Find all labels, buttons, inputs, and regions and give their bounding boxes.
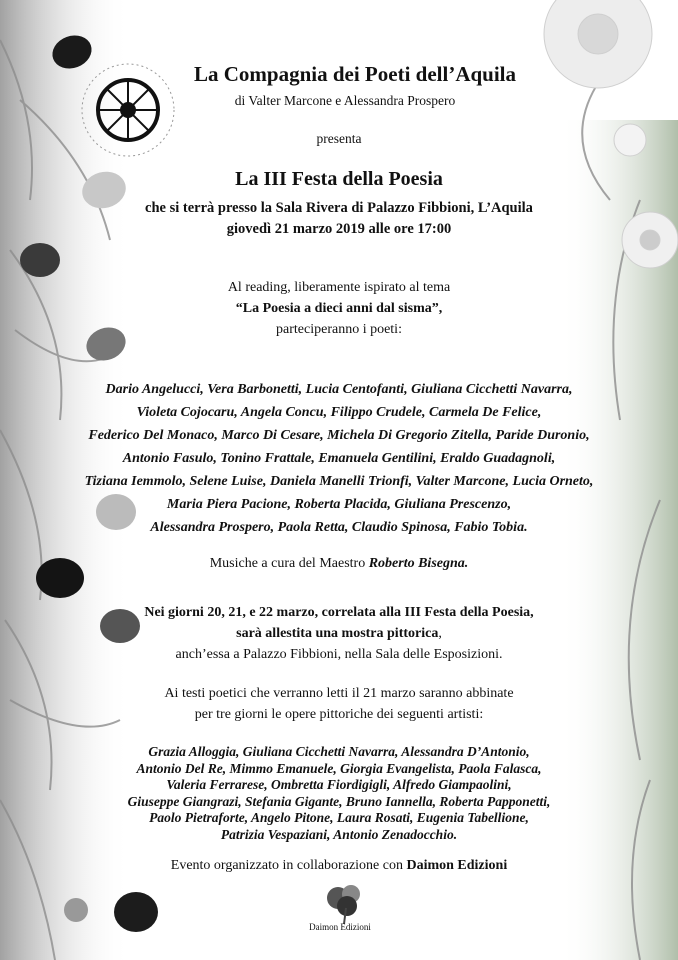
compagnia-poeti-logo <box>66 48 190 172</box>
presenta-text: presenta <box>316 131 362 146</box>
poets-list <box>0 378 678 539</box>
org-subtitle: di Valter Marcone e Alessandra Prospero <box>234 93 456 108</box>
intro-line: Al reading, liberamente ispirato al tema <box>227 280 451 295</box>
artists-list <box>0 744 678 843</box>
reading-intro <box>0 277 678 340</box>
artists-line: Grazia Alloggia, Giuliana Cicchetti Navarra, Alessandra D’Antonio, <box>148 744 530 759</box>
exhibition-announcement: sarà allestita una mostra pittorica <box>236 626 439 641</box>
event-date: giovedì 21 marzo 2019 alle ore 17:00 <box>226 221 452 237</box>
exhibition-location: anch’essa a Palazzo Fibbioni, nella Sala delle Esposizioni. <box>175 647 503 662</box>
publisher-name: Daimon Edizioni <box>406 858 508 873</box>
artists-line: Valeria Ferrarese, Ombretta Fiordigigli, Alfredo Giampaolini, <box>166 777 512 792</box>
reading-theme: “La Poesia a dieci anni dal sisma”, <box>235 301 443 316</box>
event-details <box>0 198 678 240</box>
poets-line: Alessandra Prospero, Paola Retta, Claudio Spinosa, Fabio Tobia. <box>150 520 528 535</box>
exhibition-punct: , <box>438 626 442 641</box>
daimon-logo <box>318 878 374 924</box>
poets-line: Dario Angelucci, Vera Barbonetti, Lucia Centofanti, Giuliana Cicchetti Navarra, <box>105 382 573 397</box>
poets-line: Federico Del Monaco, Marco Di Cesare, Michela Di Gregorio Zitella, Paride Duronio, <box>88 428 590 443</box>
poets-line: Antonio Fasulo, Tonino Frattale, Emanuela Gentilini, Eraldo Guadagnoli, <box>122 451 556 466</box>
poets-line: Tiziana Iemmolo, Selene Luise, Daniela Manelli Trionfi, Valter Marcone, Lucia Orneto, <box>84 474 594 489</box>
exhibition-dates: Nei giorni 20, 21, e 22 marzo, correlata alla III Festa della Poesia, <box>144 605 534 620</box>
event-venue: che si terrà presso la Sala Rivera di Palazzo Fibbioni, L’Aquila <box>145 200 533 216</box>
pairing-info <box>0 683 678 725</box>
organized-prefix: Evento organizzato in collaborazione con <box>170 858 407 873</box>
poets-line: Maria Piera Pacione, Roberta Placida, Giuliana Prescenzo, <box>166 497 512 512</box>
organized-by <box>0 858 678 874</box>
event-title: La III Festa della Poesia <box>235 168 443 190</box>
artists-line: Patrizia Vespaziani, Antonio Zenadocchio. <box>220 826 458 842</box>
daimon-logo-label: Daimon Edizioni <box>309 922 371 932</box>
artists-line: Paolo Pietraforte, Angelo Pitone, Laura Rosati, Eugenia Tabellione, <box>149 810 529 825</box>
pairing-line: Ai testi poetici che verranno letti il 21 marzo saranno abbinate <box>164 686 514 701</box>
exhibition-info <box>0 602 678 665</box>
intro-line: parteciperanno i poeti: <box>276 322 402 337</box>
artists-line: Giuseppe Giangrazi, Stefania Gigante, Bruno Iannella, Roberta Papponetti, <box>127 793 551 809</box>
org-title: La Compagnia dei Poeti dell’Aquila <box>193 62 517 86</box>
pairing-line: per tre giorni le opere pittoriche dei seguenti artisti: <box>194 707 484 722</box>
maestro-name: Roberto Bisegna. <box>368 556 469 571</box>
music-credit <box>0 556 678 572</box>
poets-line: Violeta Cojocaru, Angela Concu, Filippo Crudele, Carmela De Felice, <box>136 405 542 420</box>
artists-line: Antonio Del Re, Mimmo Emanuele, Giorgia Evangelista, Paola Falasca, <box>136 760 542 776</box>
music-prefix: Musiche a cura del Maestro <box>209 556 369 571</box>
